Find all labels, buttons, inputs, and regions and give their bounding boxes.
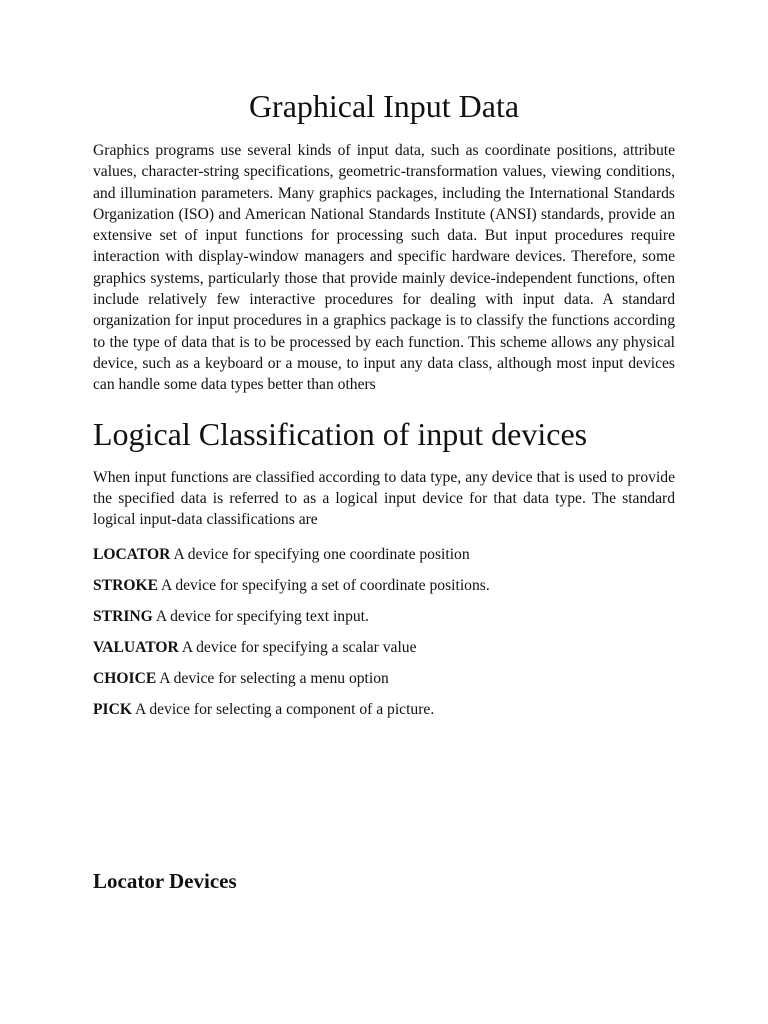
list-item [93, 544, 675, 565]
list-item [93, 668, 675, 689]
section-heading: Logical Classification of input devices [93, 415, 588, 452]
list-item [93, 699, 675, 720]
classification-term: STROKE [93, 577, 158, 595]
classification-description: A device for specifying text input. [152, 608, 369, 626]
list-item [93, 575, 675, 596]
classification-list [93, 544, 675, 720]
classification-term: LOCATOR [93, 546, 171, 564]
classification-description: A device for selecting a menu option [156, 670, 389, 688]
classification-term: CHOICE [93, 670, 157, 688]
classification-term: PICK [93, 701, 132, 719]
subsection-heading: Locator Devices [93, 869, 237, 893]
classification-term: VALUATOR [93, 639, 179, 657]
classification-description: A device for specifying a scalar value [178, 639, 417, 657]
section-paragraph: When input functions are classified according to data type, any device that is used to provide the specified data is referred to as a logical input device for that data type. The standard logical input-data classifications are [93, 468, 675, 529]
classification-description: A device for selecting a component of a picture. [131, 701, 435, 719]
classification-description: A device for specifying a set of coordinate positions. [158, 577, 490, 595]
document-page [93, 82, 675, 893]
classification-description: A device for specifying one coordinate position [170, 546, 470, 564]
intro-paragraph: Graphics programs use several kinds of input data, such as coordinate positions, attribute values, character-string specifications, geometric-transformation values, viewing conditions, and illumination parameters. Many graphics packages, including the International Standards Organization (ISO) and American National Standards Institute (ANSI) standards, provide an extensive set of input functions for processing such data. But input procedures require interaction with display-window managers and specific hardware devices. Therefore, some graphics systems, particularly those that provide mainly device-independent functions, often include relatively few interactive procedures for dealing with input data. A standard organization for input procedures in a graphics package is to classify the functions according to the type of data that is to be processed by each function. This scheme allows any physical device, such as a keyboard or a mouse, to input any data class, although most input devices can handle some data types better than others [93, 142, 675, 394]
page-title: Graphical Input Data [248, 88, 520, 124]
list-item [93, 637, 675, 658]
classification-term: STRING [93, 608, 153, 626]
list-item [93, 606, 675, 627]
